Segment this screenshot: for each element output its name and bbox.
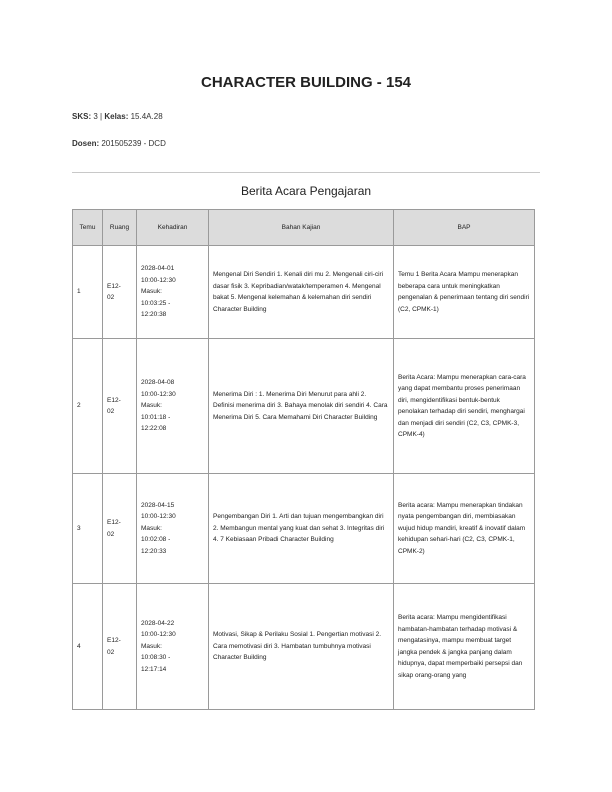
kehadiran-line: 10:00-12:30: [141, 513, 176, 521]
kehadiran-line: 2028-04-01: [141, 265, 175, 273]
table-row: [73, 584, 535, 710]
cell-bahan-kajian: Motivasi, Sikap & Perilaku Sosial 1. Pengertian motivasi 2. Cara memotivasi diri 3. Hambatan tumbuhnya motivasi Character Building: [209, 584, 394, 710]
page-title: CHARACTER BUILDING - 154: [200, 74, 411, 91]
kehadiran-line: 10:01:18 -: [141, 413, 171, 421]
kehadiran-line: 10:08:30 -: [141, 654, 171, 662]
ruang-line: 02: [107, 648, 115, 656]
kehadiran-line: Masuk:: [141, 642, 162, 650]
cell-temu: 3: [73, 474, 103, 584]
ruang-line: E12-: [107, 396, 121, 404]
cell-temu: 1: [73, 246, 103, 339]
cell-bap: Berita Acara: Mampu menerapkan cara-cara yang dapat membantu proses penerimaan diri, mengidentifikasi bentuk-bentuk penolakan terhadap diri sendiri, menghargai dan menjadi diri sendiri (C2, C3, CPMK-3, CPMK-4): [394, 339, 535, 474]
table-header-row: [73, 210, 535, 246]
kehadiran-line: 10:00-12:30: [141, 631, 176, 639]
kehadiran-line: 10:03:25 -: [141, 299, 171, 307]
column-header-bahan-kajian: Bahan Kajian: [209, 210, 394, 246]
meta-separator: |: [100, 112, 103, 121]
kehadiran-line: 2028-04-15: [141, 501, 175, 509]
kehadiran-line: 12:22:08: [141, 425, 167, 433]
divider: [72, 172, 540, 173]
ruang-line: E12-: [107, 282, 121, 290]
dosen-value: 201505239 - DCD: [101, 139, 166, 148]
cell-kehadiran: [137, 584, 209, 710]
kehadiran-line: 12:20:38: [141, 311, 167, 319]
cell-temu: 4: [73, 584, 103, 710]
cell-bahan-kajian: Pengembangan Diri 1. Arti dan tujuan mengembangkan diri 2. Membangun mental yang kuat dan sehat 3. Integritas diri 4. 7 Kebiasaan Pribadi Character Building: [209, 474, 394, 584]
cell-bahan-kajian: Mengenal Diri Sendiri 1. Kenali diri mu 2. Mengenali ciri-ciri dasar fisik 3. Kepribadian/watak/temperamen 4. Mengenal bakat 5. Mengenal kelemahan & kelemahan diri sendiri Character Building: [209, 246, 394, 339]
table-row: [73, 474, 535, 584]
kehadiran-line: 2028-04-08: [141, 379, 175, 387]
kehadiran-line: 10:00-12:30: [141, 390, 176, 398]
sks-label: SKS:: [72, 112, 92, 121]
kehadiran-line: 12:17:14: [141, 665, 167, 673]
cell-kehadiran: [137, 246, 209, 339]
kehadiran-line: 10:02:08 -: [141, 536, 171, 544]
kehadiran-line: 2028-04-22: [141, 619, 175, 627]
ruang-line: 02: [107, 294, 115, 301]
cell-kehadiran: [137, 339, 209, 474]
kelas-label: Kelas:: [104, 112, 129, 121]
lecturer-meta: [72, 139, 166, 148]
cell-ruang: [103, 474, 137, 584]
kehadiran-line: Masuk:: [141, 288, 162, 296]
table-row: [73, 246, 535, 339]
cell-kehadiran: [137, 474, 209, 584]
ruang-line: 02: [107, 530, 115, 538]
cell-bap: Berita acara: Mampu mengidentifikasi hambatan-hambatan terhadap motivasi & mengatasinya, mampu membuat target jangka pendek & jangka panjang dalam hidupnya, dapat memperbaiki persepsi dan sikap orang-orang yang: [394, 584, 535, 710]
cell-bahan-kajian: Menerima Diri : 1. Menerima Diri Menurut para ahli 2. Definisi menerima diri 3. Bahaya menolak diri sendiri 4. Cara Menerima Diri 5. Cara Memahami Diri Character Building: [209, 339, 394, 474]
cell-bap: Berita acara: Mampu menerapkan tindakan nyata pengembangan diri, membiasakan wujud hidup mandiri, kreatif & inovatif dalam kehidupan sehari-hari (C2, C3, CPMK-1, CPMK-2): [394, 474, 535, 584]
bap-table: [72, 209, 535, 710]
kehadiran-line: Masuk:: [141, 402, 162, 410]
cell-ruang: [103, 584, 137, 710]
column-header-bap: BAP: [394, 210, 535, 246]
cell-temu: 2: [73, 339, 103, 474]
column-header-ruang: Ruang: [103, 210, 137, 246]
section-title: Berita Acara Pengajaran: [240, 184, 372, 198]
ruang-line: E12-: [107, 637, 121, 644]
kelas-value: 15.4A.28: [130, 112, 163, 121]
course-meta: [72, 112, 163, 121]
cell-ruang: [103, 339, 137, 474]
column-header-kehadiran: Kehadiran: [137, 210, 209, 246]
kehadiran-line: 12:20:33: [141, 547, 167, 555]
table-row: [73, 339, 535, 474]
ruang-line: 02: [107, 408, 115, 415]
cell-ruang: [103, 246, 137, 339]
ruang-line: E12-: [107, 519, 121, 526]
column-header-temu: Temu: [73, 210, 103, 246]
kehadiran-line: 10:00-12:30: [141, 276, 176, 284]
cell-bap: Temu 1 Berita Acara Mampu menerapkan beberapa cara untuk meningkatkan pengenalan & penerimaan tentang diri sendiri (C2, CPMK-1): [394, 246, 535, 339]
sks-value: 3: [93, 112, 98, 121]
kehadiran-line: Masuk:: [141, 524, 162, 532]
dosen-label: Dosen:: [72, 139, 100, 148]
